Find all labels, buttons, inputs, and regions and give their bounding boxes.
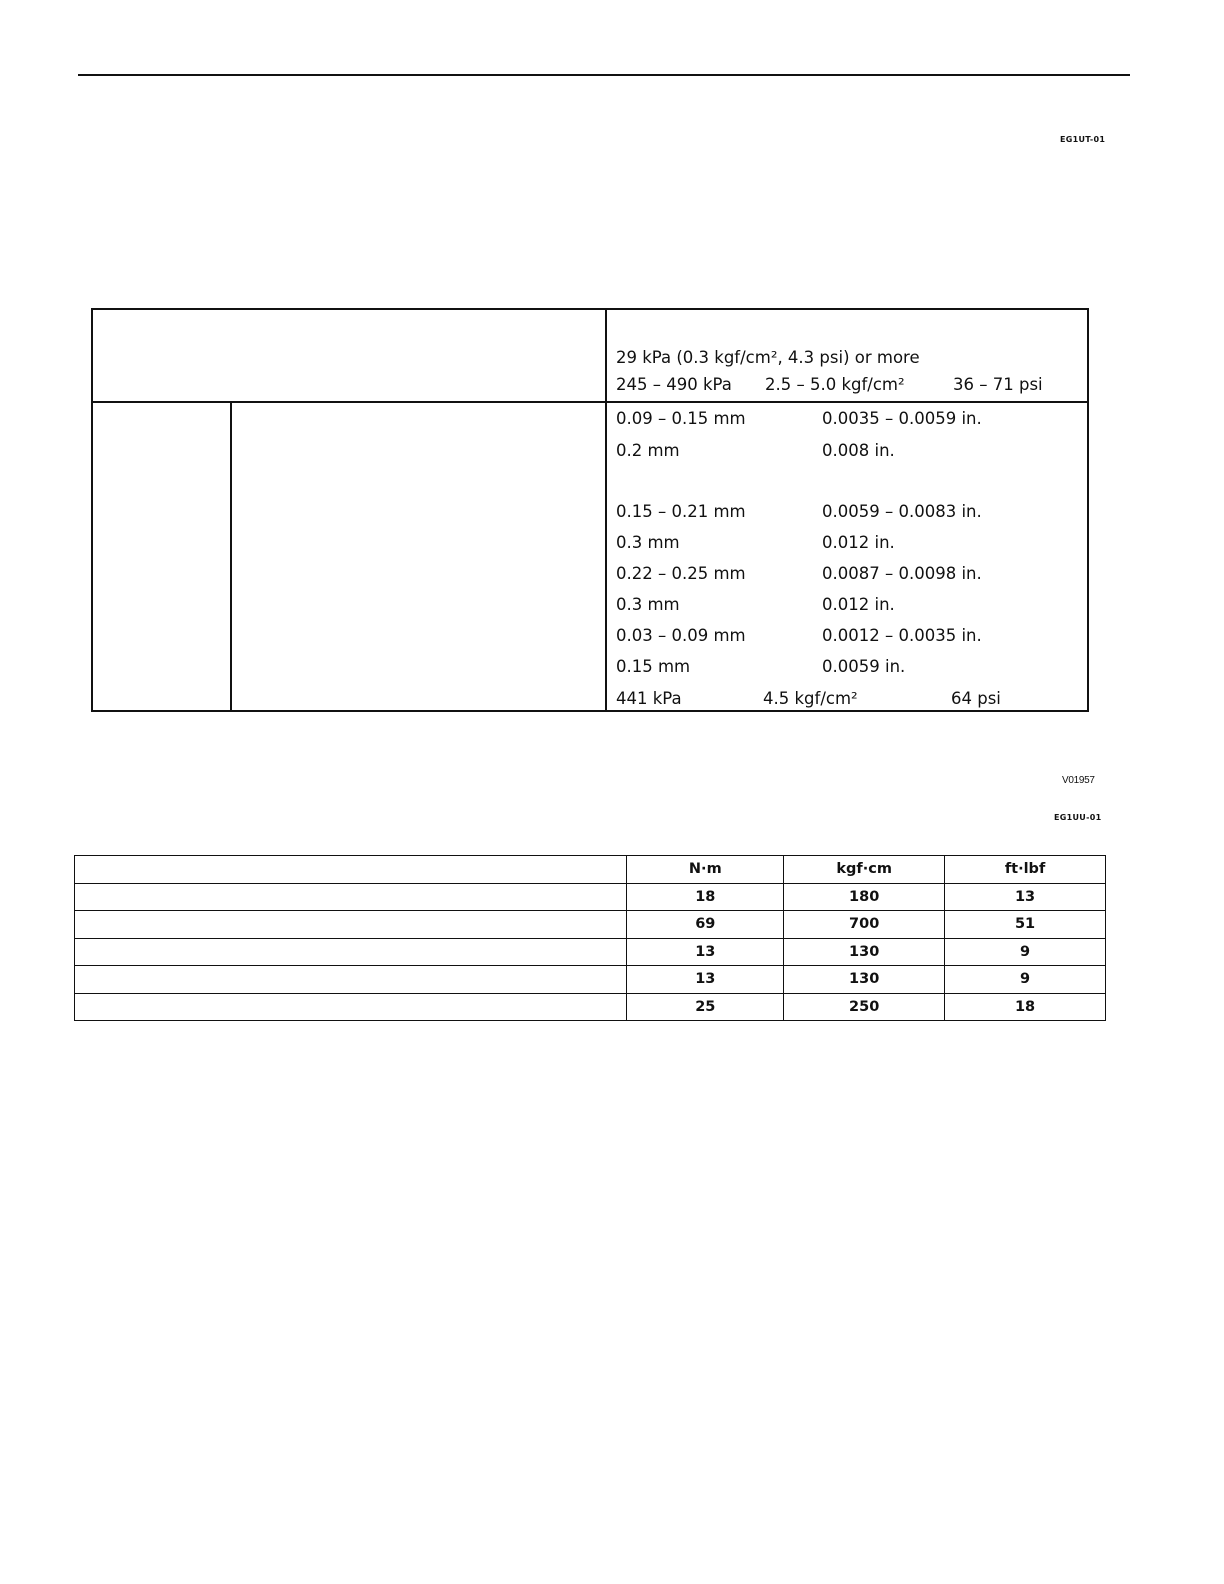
spec-row-metric: 0.15 – 0.21 mm <box>616 502 746 521</box>
table-row <box>75 993 1106 1021</box>
torque-table <box>74 855 1106 1021</box>
spec-row-imperial: 0.012 in. <box>822 595 895 614</box>
spec-pressure-2-kgf: 2.5 – 5.0 kgf/cm² <box>765 375 905 394</box>
table-row <box>75 911 1106 939</box>
spec-subcolumn-divider <box>230 401 232 710</box>
spec-row-imperial: 0.012 in. <box>822 533 895 552</box>
header-rule <box>78 74 1130 76</box>
table-row <box>75 966 1106 994</box>
torque-nm-cell: 69 <box>627 911 784 939</box>
torque-kgfcm-cell: 130 <box>784 966 945 994</box>
torque-nm-cell: 13 <box>627 938 784 966</box>
spec-pressure-2-kpa: 245 – 490 kPa <box>616 375 732 394</box>
spec-row-imperial: 0.008 in. <box>822 441 895 460</box>
table-row <box>75 883 1106 911</box>
spec-row-metric: 0.2 mm <box>616 441 680 460</box>
torque-kgfcm-cell: 130 <box>784 938 945 966</box>
torque-nm-cell: 25 <box>627 993 784 1021</box>
torque-ftlbf-cell: 13 <box>945 883 1106 911</box>
torque-part-cell <box>75 966 627 994</box>
spec-row-imperial: 0.0087 – 0.0098 in. <box>822 564 982 583</box>
figure-id: V01957 <box>1062 775 1095 786</box>
spec-last-kgf: 4.5 kgf/cm² <box>763 689 858 708</box>
torque-ftlbf-cell: 9 <box>945 938 1106 966</box>
torque-part-header <box>75 856 627 884</box>
spec-pressure-1: 29 kPa (0.3 kgf/cm², 4.3 psi) or more <box>616 348 920 367</box>
torque-part-cell <box>75 938 627 966</box>
torque-ftlbf-cell: 9 <box>945 966 1106 994</box>
spec-row-metric: 0.09 – 0.15 mm <box>616 409 746 428</box>
torque-nm-cell: 18 <box>627 883 784 911</box>
spec-row-metric: 0.3 mm <box>616 533 680 552</box>
specifications-table <box>91 308 1089 712</box>
torque-kgfcm-cell: 180 <box>784 883 945 911</box>
table-row <box>75 938 1106 966</box>
section-code-torque: EG1UU-01 <box>1054 813 1102 822</box>
spec-row-metric: 0.3 mm <box>616 595 680 614</box>
spec-row-divider <box>93 401 1087 403</box>
torque-part-cell <box>75 911 627 939</box>
spec-row-imperial: 0.0059 in. <box>822 657 906 676</box>
torque-header-ftlbf: ft·lbf <box>945 856 1106 884</box>
spec-row-imperial: 0.0012 – 0.0035 in. <box>822 626 982 645</box>
spec-last-kpa: 441 kPa <box>616 689 682 708</box>
torque-header-row <box>75 856 1106 884</box>
torque-kgfcm-cell: 250 <box>784 993 945 1021</box>
spec-column-divider <box>605 310 607 710</box>
spec-row-imperial: 0.0059 – 0.0083 in. <box>822 502 982 521</box>
spec-row-imperial: 0.0035 – 0.0059 in. <box>822 409 982 428</box>
section-code-top: EG1UT-01 <box>1060 135 1106 144</box>
torque-header-nm: N·m <box>627 856 784 884</box>
spec-pressure-2-psi: 36 – 71 psi <box>953 375 1043 394</box>
spec-last-psi: 64 psi <box>951 689 1001 708</box>
spec-row-metric: 0.22 – 0.25 mm <box>616 564 746 583</box>
spec-row-metric: 0.03 – 0.09 mm <box>616 626 746 645</box>
torque-nm-cell: 13 <box>627 966 784 994</box>
torque-kgfcm-cell: 700 <box>784 911 945 939</box>
spec-row-metric: 0.15 mm <box>616 657 691 676</box>
torque-ftlbf-cell: 51 <box>945 911 1106 939</box>
torque-header-kgfcm: kgf·cm <box>784 856 945 884</box>
torque-ftlbf-cell: 18 <box>945 993 1106 1021</box>
torque-part-cell <box>75 993 627 1021</box>
torque-part-cell <box>75 883 627 911</box>
